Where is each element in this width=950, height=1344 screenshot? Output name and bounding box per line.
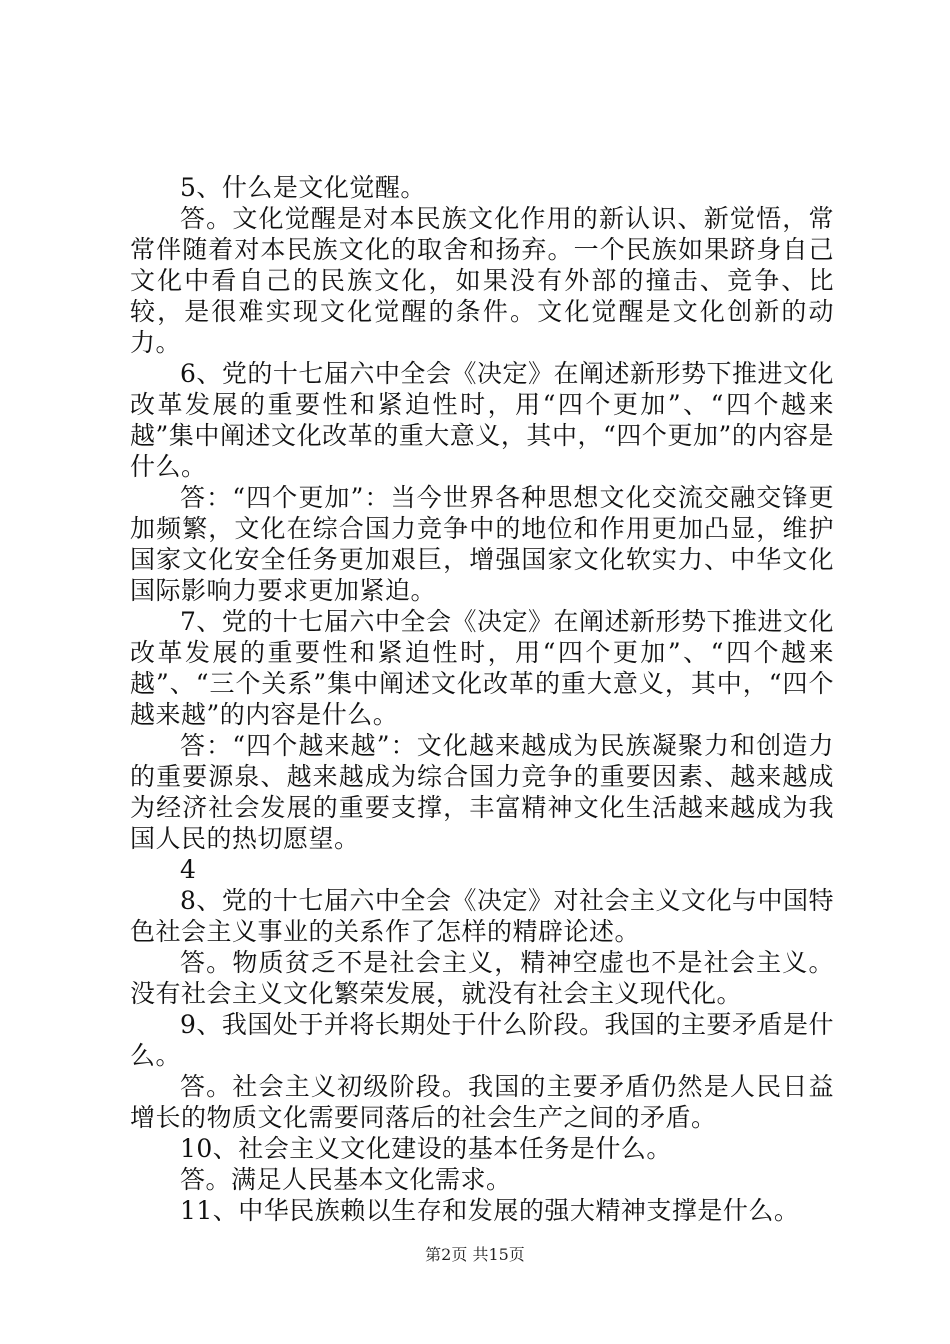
answer-7: 答：“四个越来越”：文化越来越成为民族凝聚力和创造力的重要源泉、越来越成为综合国力竞争的重要因素、越来越成为经济社会发展的重要支撑，丰富精神文化生活越来越成为我国人民的热切愿望。	[130, 731, 834, 853]
answer-8: 答。物质贫乏不是社会主义，精神空虚也不是社会主义。没有社会主义文化繁荣发展，就没有社会主义现代化。	[130, 948, 834, 1008]
page-footer: 第2页 共15页	[425, 1245, 525, 1264]
answer-5: 答。文化觉醒是对本民族文化作用的新认识、新觉悟，常常伴随着对本民族文化的取舍和扬弃。一个民族如果跻身自己文化中看自己的民族文化，如果没有外部的撞击、竞争、比较，是很难实现文化觉醒的条件。文化觉醒是文化创新的动力。	[130, 204, 834, 357]
answer-10: 答。满足人民基本文化需求。	[180, 1165, 512, 1194]
stray-number: 4	[180, 855, 197, 884]
question-11: 11、中华民族赖以生存和发展的强大精神支撑是什么。	[180, 1196, 800, 1225]
question-6: 6、党的十七届六中全会《决定》在阐述新形势下推进文化改革发展的重要性和紧迫性时，用“四个更加”、“四个越来越”集中阐述文化改革的重大意义，其中，“四个更加”的内容是什么。	[130, 359, 834, 481]
question-8: 8、党的十七届六中全会《决定》对社会主义文化与中国特色社会主义事业的关系作了怎样的精辟论述。	[130, 886, 834, 946]
question-9: 9、我国处于并将长期处于什么阶段。我国的主要矛盾是什么。	[130, 1010, 834, 1070]
question-7: 7、党的十七届六中全会《决定》在阐述新形势下推进文化改革发展的重要性和紧迫性时，用“四个更加”、“四个越来越”、“三个关系”集中阐述文化改革的重大意义，其中，“四个越来越”的内容是什么。	[130, 607, 834, 729]
answer-9: 答。社会主义初级阶段。我国的主要矛盾仍然是人民日益增长的物质文化需要同落后的社会生产之间的矛盾。	[130, 1072, 834, 1132]
question-10: 10、社会主义文化建设的基本任务是什么。	[180, 1134, 672, 1163]
question-5: 5、什么是文化觉醒。	[180, 173, 426, 202]
document-body	[130, 172, 834, 1226]
answer-6: 答：“四个更加”：当今世界各种思想文化交流交融交锋更加频繁，文化在综合国力竞争中的地位和作用更加凸显，维护国家文化安全任务更加艰巨，增强国家文化软实力、中华文化国际影响力要求更加紧迫。	[130, 483, 834, 605]
